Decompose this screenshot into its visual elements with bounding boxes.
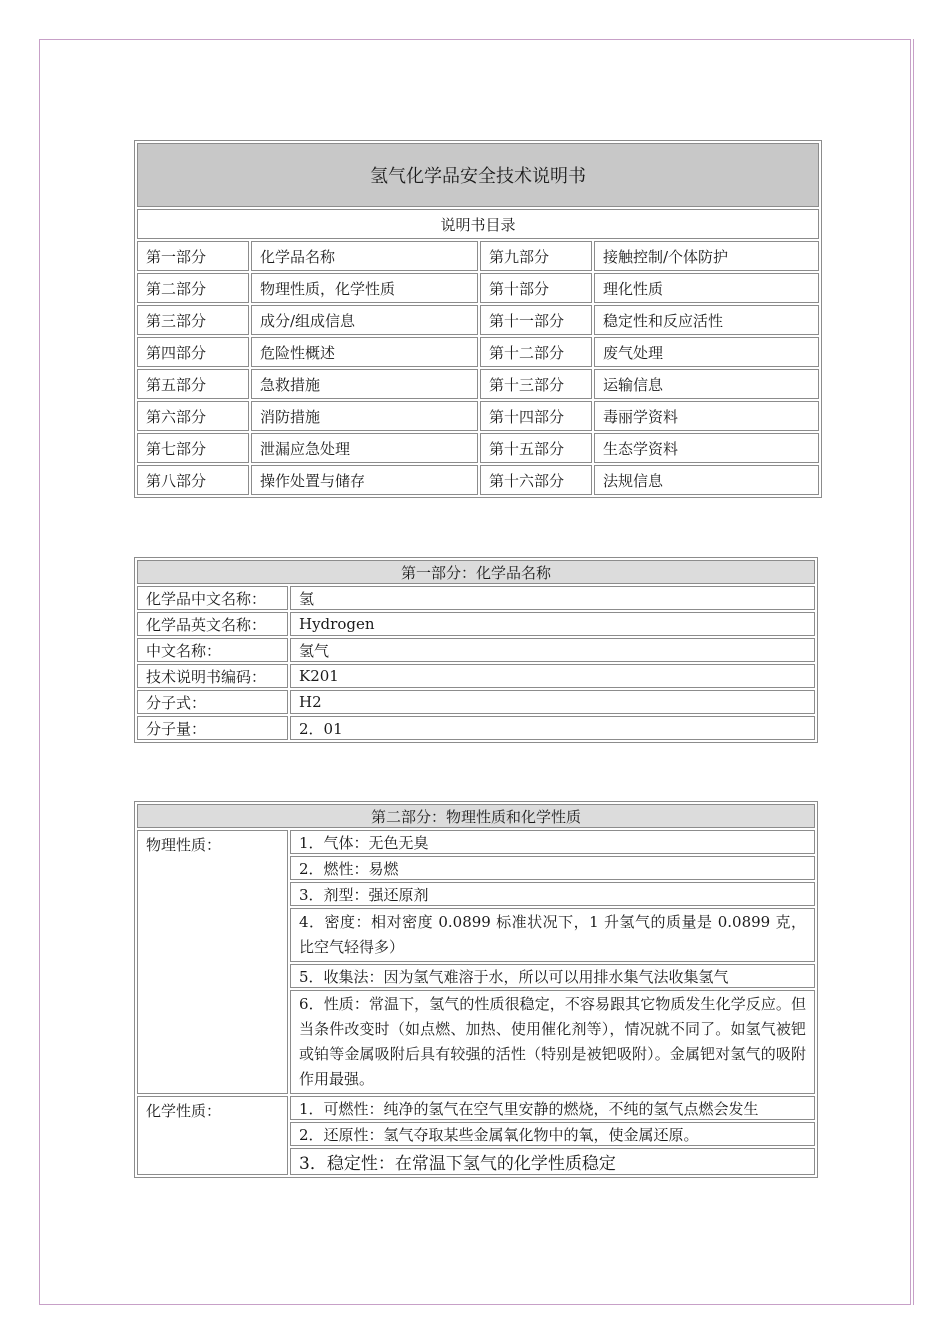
- toc-part-title: 急救措施: [251, 369, 478, 399]
- toc-row: [137, 305, 819, 335]
- toc-part-title: 理化性质: [594, 273, 819, 303]
- toc-part-number: 第七部分: [137, 433, 249, 463]
- chemical-property-item: 3．稳定性：在常温下氢气的化学性质稳定: [290, 1148, 815, 1175]
- toc-part-title: 毒丽学资料: [594, 401, 819, 431]
- part1-table: [134, 557, 818, 743]
- toc-part-number: 第五部分: [137, 369, 249, 399]
- toc-part-title: 接触控制/个体防护: [594, 241, 819, 271]
- toc-part-title: 泄漏应急处理: [251, 433, 478, 463]
- table-row: [137, 690, 815, 714]
- table-row: [137, 586, 815, 610]
- toc-part-number: 第十五部分: [480, 433, 592, 463]
- toc-part-title: 成分/组成信息: [251, 305, 478, 335]
- toc-row: [137, 369, 819, 399]
- field-value: 氢: [290, 586, 815, 610]
- table-row: [137, 638, 815, 662]
- document-title: 氢气化学品安全技术说明书: [137, 143, 819, 207]
- toc-part-number: 第一部分: [137, 241, 249, 271]
- toc-part-title: 物理性质，化学性质: [251, 273, 478, 303]
- toc-part-title: 稳定性和反应活性: [594, 305, 819, 335]
- toc-part-number: 第十一部分: [480, 305, 592, 335]
- toc-row: [137, 273, 819, 303]
- toc-row: [137, 401, 819, 431]
- toc-part-title: 消防措施: [251, 401, 478, 431]
- toc-row: [137, 337, 819, 367]
- toc-row: [137, 241, 819, 271]
- toc-row: [137, 433, 819, 463]
- field-value: Hydrogen: [290, 612, 815, 636]
- part2-table: [134, 801, 818, 1178]
- toc-part-title: 生态学资料: [594, 433, 819, 463]
- table-row: [137, 716, 815, 740]
- physical-property-item: 5．收集法：因为氢气难溶于水，所以可以用排水集气法收集氢气: [290, 964, 815, 988]
- toc-part-number: 第十部分: [480, 273, 592, 303]
- field-label: 分子式：: [137, 690, 288, 714]
- page-border-right: [913, 39, 914, 1305]
- physical-property-item: 6．性质：常温下，氢气的性质很稳定，不容易跟其它物质发生化学反应。但当条件改变时（如点燃、加热、使用催化剂等），情况就不同了。如氢气被钯或铂等金属吸附后具有较强的活性（特别是被钯吸附）。金属钯对氢气的吸附作用最强。: [290, 990, 815, 1094]
- field-value: 2．01: [290, 716, 815, 740]
- part2-heading: 第二部分：物理性质和化学性质: [137, 804, 815, 828]
- toc-part-title: 化学品名称: [251, 241, 478, 271]
- toc-row: [137, 465, 819, 495]
- toc-part-title: 危险性概述: [251, 337, 478, 367]
- toc-part-number: 第十四部分: [480, 401, 592, 431]
- toc-part-title: 废气处理: [594, 337, 819, 367]
- field-label: 分子量：: [137, 716, 288, 740]
- field-label: 中文名称：: [137, 638, 288, 662]
- toc-part-number: 第八部分: [137, 465, 249, 495]
- chemical-property-item: 1．可燃性：纯净的氢气在空气里安静的燃烧，不纯的氢气点燃会发生: [290, 1096, 815, 1120]
- physical-property-item: 4．密度：相对密度 0.0899 标准状况下，1 升氢气的质量是 0.0899 克，比空气轻得多）: [290, 908, 815, 962]
- field-label: 化学品英文名称：: [137, 612, 288, 636]
- toc-part-number: 第三部分: [137, 305, 249, 335]
- chemical-property-item: 2．还原性：氢气夺取某些金属氧化物中的氧，使金属还原。: [290, 1122, 815, 1146]
- toc-part-number: 第九部分: [480, 241, 592, 271]
- chemical-properties-label: 化学性质：: [137, 1096, 288, 1175]
- toc-heading: 说明书目录: [137, 209, 819, 239]
- field-value: K201: [290, 664, 815, 688]
- field-value: 氢气: [290, 638, 815, 662]
- physical-properties-label: 物理性质：: [137, 830, 288, 1094]
- part1-heading: 第一部分：化学品名称: [137, 560, 815, 584]
- toc-part-number: 第六部分: [137, 401, 249, 431]
- physical-property-item: 3．剂型：强还原剂: [290, 882, 815, 906]
- field-value: H2: [290, 690, 815, 714]
- field-label: 化学品中文名称：: [137, 586, 288, 610]
- table-row: [137, 830, 815, 854]
- table-row: [137, 612, 815, 636]
- toc-part-title: 运输信息: [594, 369, 819, 399]
- field-label: 技术说明书编码：: [137, 664, 288, 688]
- toc-part-title: 操作处置与储存: [251, 465, 478, 495]
- physical-property-item: 1．气体：无色无臭: [290, 830, 815, 854]
- toc-table: [134, 140, 822, 498]
- table-row: [137, 1096, 815, 1120]
- toc-part-number: 第二部分: [137, 273, 249, 303]
- physical-property-item: 2．燃性：易燃: [290, 856, 815, 880]
- toc-part-number: 第十三部分: [480, 369, 592, 399]
- toc-part-title: 法规信息: [594, 465, 819, 495]
- toc-part-number: 第四部分: [137, 337, 249, 367]
- table-row: [137, 664, 815, 688]
- toc-part-number: 第十二部分: [480, 337, 592, 367]
- toc-part-number: 第十六部分: [480, 465, 592, 495]
